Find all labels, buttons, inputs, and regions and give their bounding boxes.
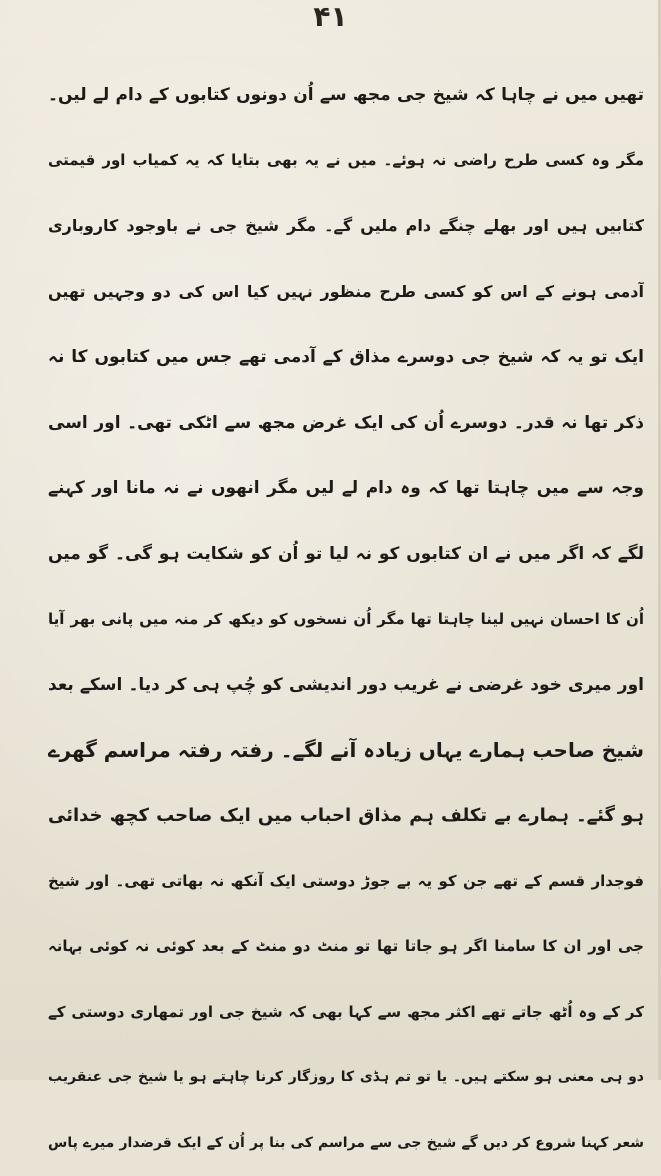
text-line [48, 717, 644, 783]
text-line-content: ذکر تھا نہ قدر۔ دوسرے اُن کی ایک غرض مجھ سے اٹکی تھی۔ اور اسی [48, 412, 644, 433]
text-line [48, 259, 644, 325]
text-line-content: آدمی ہونے کے اس کو کسی طرح منظور نہیں کیا اس کی دو وجہیں تھیں [48, 281, 644, 301]
text-line-content: وجہ سے میں چاہتا تھا کہ وہ دام لے لیں مگر انھوں نے نہ مانا اور کہنے [48, 478, 644, 499]
text-line [48, 62, 644, 128]
text-line-content: مگر وہ کسی طرح راضی نہ ہوئے۔ میں نے یہ بھی بتایا کہ یہ کمیاب اور قیمتی [48, 151, 644, 170]
text-line [48, 193, 644, 259]
text-line-content: ہو گئے۔ ہمارے بے تکلف ہم مذاق احباب میں ایک صاحب کچھ خدائی [48, 804, 644, 826]
text-line [48, 1110, 644, 1176]
text-line-content: شیخ صاحب ہمارے یہاں زیادہ آنے لگے۔ رفتہ رفتہ مراسم گھرے [48, 737, 644, 762]
text-line-content: اور میری خود غرضی نے غریب دور اندیشی کو چُپ ہی کر دیا۔ اسکے بعد [48, 674, 644, 695]
text-line-content: فوجدار قسم کے تھے جن کو یہ بے جوڑ دوستی ایک آنکھ نہ بھاتی تھی۔ اور شیخ [48, 871, 644, 890]
text-line-content: شعر کہنا شروع کر دیں گے شیخ جی سے مراسم کی بنا پر اُن کے ایک قرضدار میرے پاس [48, 1134, 644, 1151]
page-number: ۴۱ [313, 0, 348, 33]
text-line [48, 455, 644, 521]
text-line-content: جی اور ان کا سامنا اگر ہو جاتا تھا تو منٹ دو منٹ کے بعد کوئی نہ کوئی بہانہ [48, 937, 644, 956]
body-text [48, 62, 644, 1176]
text-line-content: ایک تو یہ کہ شیخ جی دوسرے مذاق کے آدمی تھے جس میں کتابوں کا نہ [48, 347, 644, 368]
text-line [48, 848, 644, 914]
text-line-content: اُن کا احسان نہیں لینا چاہتا تھا مگر اُن نسخوں کو دیکھ کر منہ میں پانی بھر آیا [48, 609, 644, 628]
text-line-content: لگے کہ اگر میں نے ان کتابوں کو نہ لیا تو اُن کو شکایت ہو گی۔ گو میں [48, 543, 644, 564]
text-line [48, 783, 644, 849]
text-line [48, 652, 644, 718]
text-line [48, 128, 644, 194]
text-line [48, 324, 644, 390]
text-line-content: دو ہی معنی ہو سکتے ہیں۔ یا تو تم ہڈی کا روزگار کرنا چاہتے ہو یا شیخ جی عنقریب [48, 1069, 644, 1086]
text-line [48, 586, 644, 652]
text-line [48, 1045, 644, 1111]
text-line-content: کتابیں ہیں اور بھلے چنگے دام ملیں گے۔ مگر شیخ جی نے باوجود کاروباری [48, 216, 644, 236]
text-line-content: تھیں میں نے چاہا کہ شیخ جی مجھ سے اُن دونوں کتابوں کے دام لے لیں۔ [48, 85, 644, 106]
text-line [48, 390, 644, 456]
text-line [48, 521, 644, 587]
text-line-content: کر کے وہ اُٹھ جاتے تھے اکثر مجھ سے کہا بھی کہ شیخ جی اور تمھاری دوستی کے [48, 1002, 644, 1021]
text-line [48, 914, 644, 980]
text-line [48, 979, 644, 1045]
